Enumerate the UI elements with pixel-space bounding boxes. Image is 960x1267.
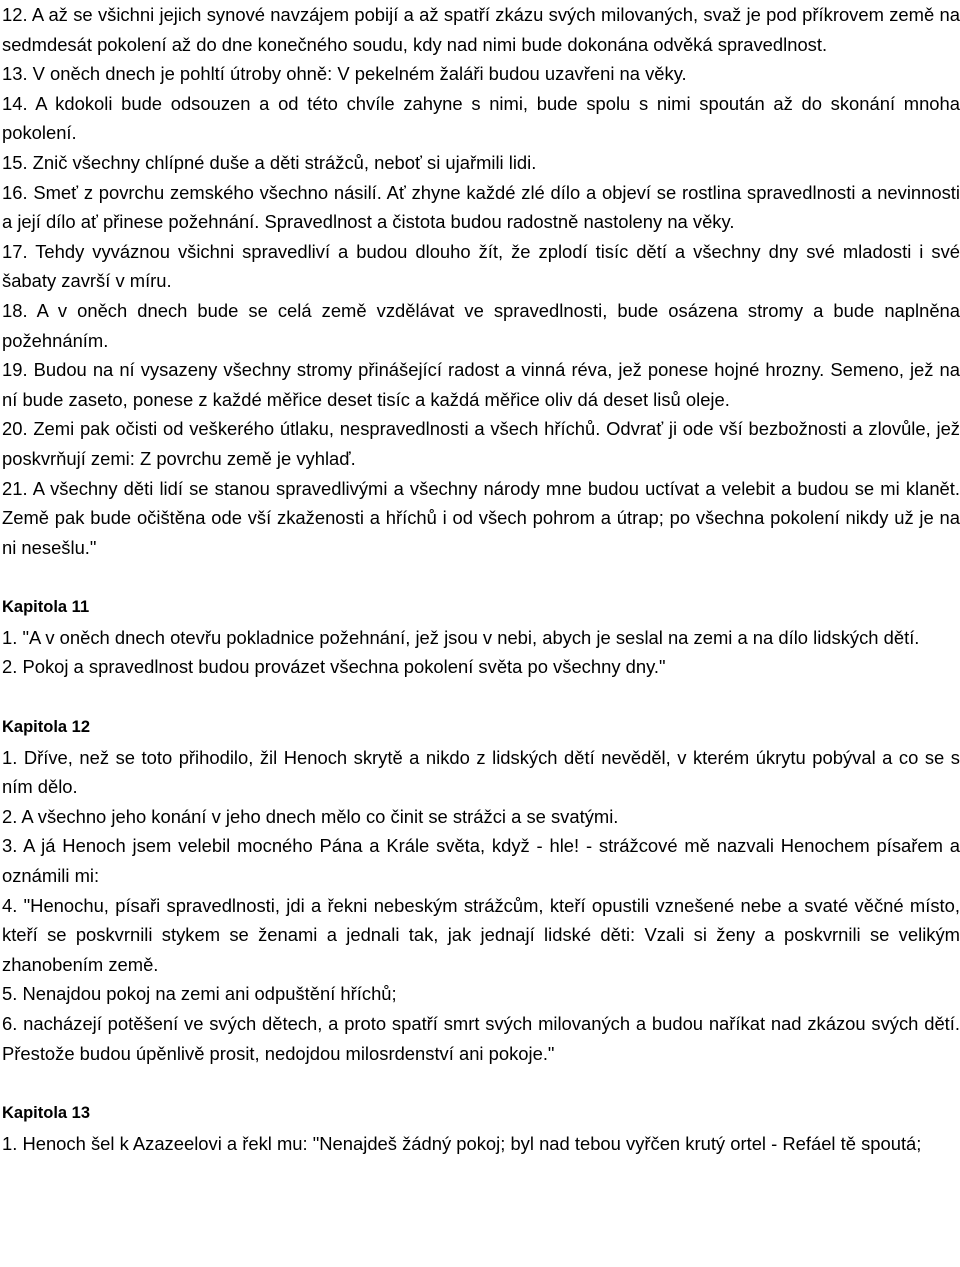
- chapter-12-verse-1: 1. Dříve, než se toto přihodilo, žil Henoch skrytě a nikdo z lidských dětí nevěděl, v kterém úkrytu pobýval a co se s ním dělo.: [2, 746, 960, 798]
- chapter-12: [2, 713, 960, 1068]
- section-spacer: [2, 1068, 960, 1099]
- chapter-10-continuation: [2, 0, 960, 562]
- chapter-13-verse-1: 1. Henoch šel k Azazeelovi a řekl mu: "Nenajdeš žádný pokoj; byl nad tebou vyřčen krutý ortel - Refáel tě spoutá;: [2, 1132, 922, 1154]
- chapter-12-title: Kapitola 12: [2, 718, 91, 737]
- chapter-11-title: Kapitola 11: [2, 598, 90, 617]
- chapter-11-verse-1: 1. "A v oněch dnech otevřu pokladnice požehnání, jež jsou v nebi, abych je seslal na zemi a na dílo lidských dětí.: [2, 626, 920, 648]
- chapter-12-verse-5: 5. Nenajdou pokoj na zemi ani odpuštění hříchů;: [2, 983, 397, 1005]
- chapter-13: [2, 1099, 960, 1158]
- chapter-13-title: Kapitola 13: [2, 1104, 91, 1123]
- verse-17: 17. Tehdy vyváznou všichni spravedliví a budou dlouho žít, že zplodí tisíc dětí a všechny dny své mladosti i své šabaty završí v míru.: [2, 240, 960, 292]
- chapter-12-verse-6: 6. nacházejí potěšení ve svých dětech, a proto spatří smrt svých milovaných a budou naříkat nad zkázou svých dětí. Přestože budou úpěnlivě prosit, nedojdou milosrdenství ani pokoje.": [2, 1013, 960, 1064]
- section-spacer: [2, 562, 960, 593]
- verse-12: 12. A až se všichni jejich synové navzájem pobijí a až spatří zkázu svých milovaných, svaž je pod příkrovem země na sedmdesát pokolení až do dne konečného soudu, kdy nad nimi bude dokonána odvěká spravedlnost.: [2, 4, 960, 55]
- verse-15: 15. Znič všechny chlípné duše a děti strážců, neboť si ujařmili lidi.: [2, 151, 537, 173]
- verse-18: 18. A v oněch dnech bude se celá země vzdělávat ve spravedlnosti, bude osázena stromy a bude naplněna požehnáním.: [2, 299, 960, 351]
- verse-16: 16. Smeť z povrchu zemského všechno násilí. Ať zhyne každé zlé dílo a objeví se rostlina spravedlnosti a nevinnosti a její dílo ať přinese požehnání. Spravedlnost a čistota budou radostně nastoleny na věky.: [2, 181, 960, 233]
- chapter-12-verse-2: 2. A všechno jeho konání v jeho dnech mělo co činit se strážci a se svatými.: [2, 805, 619, 827]
- chapter-12-verse-3: 3. A já Henoch jsem velebil mocného Pána a Krále světa, když - hle! - strážcové mě nazvali Henochem písařem a oznámili mi:: [2, 835, 960, 887]
- chapter-11-verse-2: 2. Pokoj a spravedlnost budou provázet všechna pokolení světa po všechny dny.": [2, 656, 666, 678]
- verse-20: 20. Zemi pak očisti od veškerého útlaku, nespravedlnosti a všech hříchů. Odvrať ji ode vší bezbožnosti a zlovůle, jež poskvrňují zemi: Z povrchu země je vyhlaď.: [2, 418, 960, 469]
- document-page: [2, 0, 960, 1158]
- verse-19: 19. Budou na ní vysazeny všechny stromy přinášející radost a vinná réva, jež ponese hojné hrozny. Semeno, jež na ní bude zaseto, ponese z každé měřice deset tisíc a každá měřice oliv dá deset lisů oleje.: [2, 359, 960, 410]
- section-spacer: [2, 682, 960, 713]
- verse-21: 21. A všechny děti lidí se stanou spravedlivými a všechny národy mne budou uctívat a velebit a budou se mi klanět. Země pak bude očištěna ode vší zkaženosti a hříchů i od všech pohrom a útrap; po všechna pokolení nikdy už je na ni nesešlu.": [2, 477, 960, 558]
- verse-13: 13. V oněch dnech je pohltí útroby ohně: V pekelném žaláři budou uzavřeni na věky.: [2, 63, 687, 85]
- verse-14: 14. A kdokoli bude odsouzen a od této chvíle zahyne s nimi, bude spolu s nimi spoután až do skonání mnoha pokolení.: [2, 92, 960, 144]
- chapter-12-verse-4: 4. "Henochu, písaři spravedlnosti, jdi a řekni nebeským strážcům, kteří opustili vznešené nebe a svaté věčné místo, kteří se poskvrnili stykem se ženami a jednali tak, jak jednají lidské děti: Vzali si ženy a poskvrnili se velikým zhanobením země.: [2, 894, 960, 975]
- chapter-11: [2, 593, 960, 682]
